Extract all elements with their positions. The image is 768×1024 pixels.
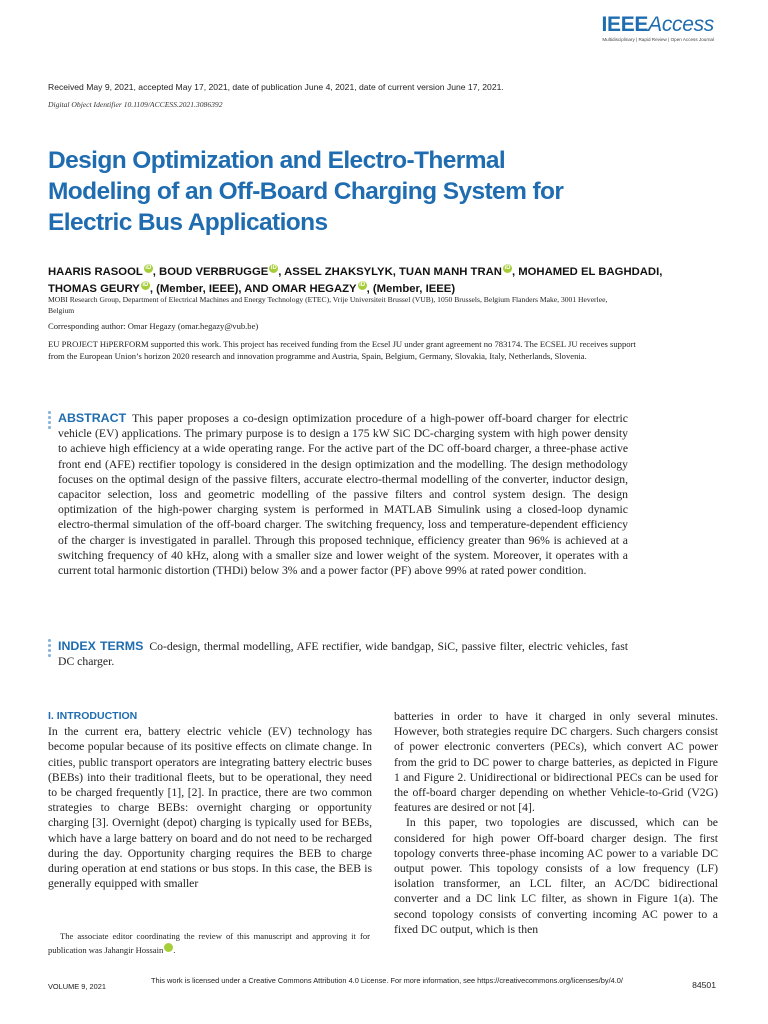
author-list (48, 264, 738, 297)
paper-title: Design Optimization and Electro-Thermal Modeling of an Off-Board Charging System for Electric Bus Applications (48, 147, 564, 236)
author-text: , MOHAMED EL BAGHDADI, (511, 266, 663, 278)
orcid-icon[interactable]: iD (270, 265, 277, 271)
author-text: THOMAS GEURY (48, 282, 140, 295)
intro-paragraph-1: In the current era, battery electric vehicle (EV) technology has become popular because of its positive effects on climate change. In cities, public transport operators are integrating battery electric buses (BEBs) into their traditional fleets, but to be operational, they need to be charged frequently [1], [2]. In practice, there are two common strategies to charge BEBs: overnight charging or opportunity charging [3]. Overnight (depot) charging is typically used for BEBs, which have a large battery on board and do not need to be recharged during the day. Opportunity charging requires the BEB to charge during operation at end stations or bus stops. In this case, the BEB is generally equipped with smaller (48, 725, 372, 891)
affiliation: MOBI Research Group, Department of Electrical Machines and Energy Technology (ETEC), Vrije Universiteit Brussel (VUB), 1050 Brussels, Belgium Flanders Make, 3001 Heverlee, Belgium (48, 295, 608, 315)
editor-footnote (48, 929, 370, 957)
index-terms-text: Co-design, thermal modelling, AFE rectifier, wide bandgap, SiC, passive filter, electric vehicles, fast DC charger. (58, 640, 628, 669)
author-text: , ASSEL ZHAKSYLYK, TUAN MANH TRAN (278, 266, 502, 278)
footer-license: This work is licensed under a Creative Commons Attribution 4.0 License. For more information, see https://creativecommons.org/licenses/by/4.0/ (151, 976, 623, 985)
left-column (48, 709, 372, 891)
intro-paragraph-3: In this paper, two topologies are discussed, which can be considered for high power Off-board charger design. The first topology converts three-phase incoming AC power to a variable DC output power. This topology consists of a low frequency (LF) isolation transformer, an LCL filter, an AC/DC bidirectional converter and a DC link LC filter, as shown in Figure 1(a). The second topology consists of converting incoming AC power to a fixed DC output, which is then (394, 816, 718, 936)
journal-logo (601, 14, 714, 42)
footnote-end: . (173, 945, 176, 955)
author-text: , (Member, IEEE) (366, 282, 456, 295)
abstract-label: ABSTRACT (58, 411, 127, 425)
footer-page-number: 84501 (692, 980, 716, 990)
author-text: , BOUD VERBRUGGE (152, 266, 269, 278)
abstract-marker-icon (48, 411, 51, 431)
abstract (58, 411, 628, 578)
author-text: HAARIS RASOOL (48, 266, 143, 278)
right-column (394, 709, 718, 937)
orcid-icon[interactable]: iD (145, 265, 152, 271)
author-text: , (Member, IEEE), AND OMAR HEGAZY (149, 282, 357, 295)
journal-brand-bold: IEEE (601, 13, 649, 36)
orcid-icon[interactable]: iD (142, 281, 149, 288)
doi: Digital Object Identifier 10.1109/ACCESS.2021.3086392 (48, 100, 223, 109)
journal-brand-italic: Access (648, 13, 714, 36)
received-dates: Received May 9, 2021, accepted May 17, 2021, date of publication June 4, 2021, date of current version June 17, 2021. (48, 82, 504, 92)
corresponding-author: Corresponding author: Omar Hegazy (omar.hegazy@vub.be) (48, 321, 259, 331)
intro-paragraph-2: batteries in order to have it charged in only several minutes. However, both strategies require DC chargers. Such chargers consist of power electronic converters (PECs), which convert AC power from the grid to DC power to charge batteries, as depicted in Figure 1 and Figure 2. Unidirectional or bidirectional PECs can be used for the off-board charger depending on whether Vehicle-to-Grid (V2G) features are desired or not [4]. (394, 710, 718, 815)
journal-tagline: Multidisciplinary | Rapid Review | Open Access Journal (602, 37, 714, 42)
index-terms-marker-icon (48, 639, 51, 659)
footnote-text: The associate editor coordinating the review of this manuscript and approving it for publication was Jahangir Hossain (48, 931, 370, 955)
section-heading: I. INTRODUCTION (48, 710, 138, 722)
orcid-icon[interactable]: iD (359, 281, 366, 288)
index-terms (58, 639, 628, 669)
footer-volume: VOLUME 9, 2021 (48, 982, 106, 991)
funding-statement: EU PROJECT HiPERFORM supported this work. This project has received funding from the Ecsel JU under grant agreement no 783174. The ECSEL JU receives support from the European Union’s horizon 2020 research and innovation programme and Austria, Spain, Belgium, Germany, Slovakia, Italy, Netherlands, Slovenia. (48, 339, 636, 361)
abstract-text: This paper proposes a co-design optimization procedure of a high-power off-board charger for electric vehicle (EV) applications. The primary purpose is to design a 175 kW SiC DC-charging system with high power density to achieve high efficiency at a wide operating range. For the active part of the DC off-board charger, a three-phase active front end (AFE) rectifier topology is considered in the design optimization and the modelling. The design methodology focuses on the optimal design of the passive filters, accurate electro-thermal modelling of the converter, inductor design, capacitor selection, loss and geometric modelling of the passive filters and control system design. The design optimization of the high-power charging system is performed in MATLAB Simulink using a closed-loop dynamic electro-thermal simulation of the off-board charger. The switching frequency, loss and temperature-dependent efficiency of the charger is investigated in parallel. Through this proposed technique, efficiency greater than 96% is achieved at a switching frequency of 40 kHz, along with a smaller size and lower weight of the system. Moreover, it operates with a current total harmonic distortion (THDi) below 3% and a power factor (PF) above 99% at rated power condition. (58, 412, 628, 578)
orcid-icon[interactable]: iD (164, 943, 173, 952)
orcid-icon[interactable]: iD (504, 265, 511, 271)
index-terms-label: INDEX TERMS (58, 639, 144, 653)
